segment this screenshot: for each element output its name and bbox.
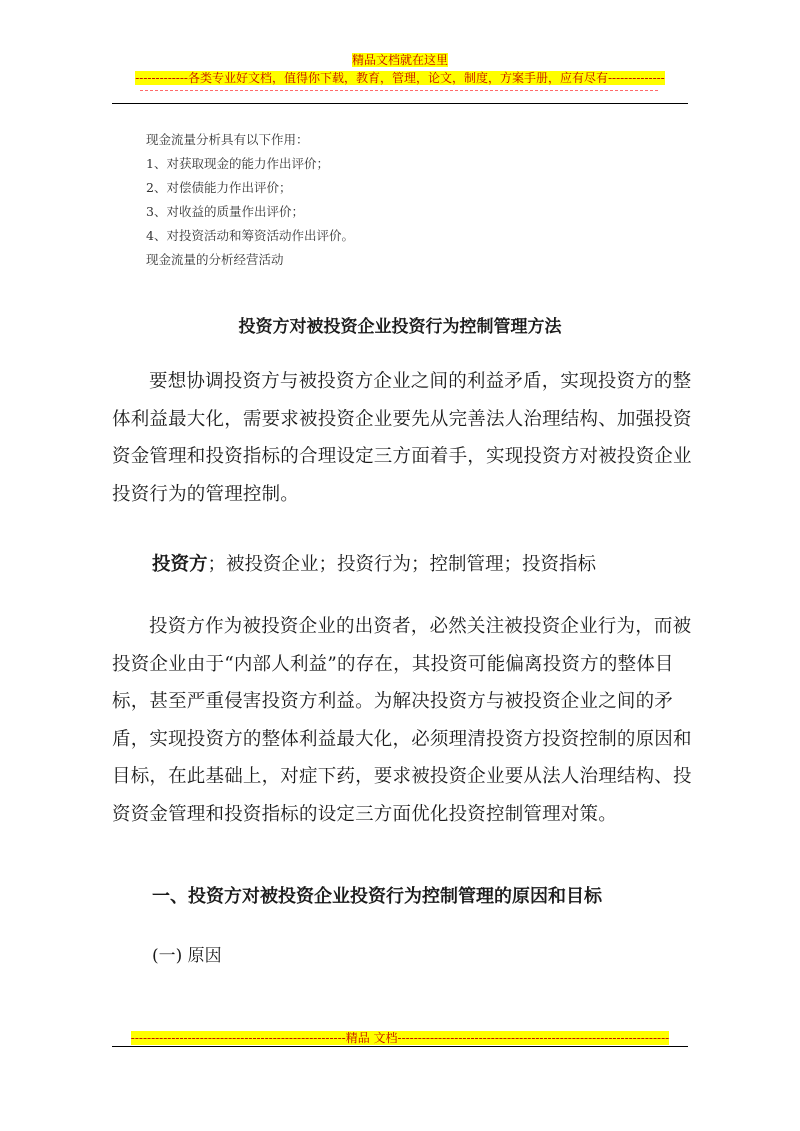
article-title: 投资方对被投资企业投资行为控制管理方法	[238, 317, 562, 337]
intro-line: 4、对投资活动和筹资活动作出评价。	[146, 228, 354, 243]
keywords-label: 投资方	[152, 554, 208, 575]
intro-line: 1、对获取现金的能力作出评价；	[146, 156, 329, 171]
subsection-heading: (一) 原因	[152, 946, 222, 966]
intro-line: 3、对收益的质量作出评价；	[146, 204, 304, 219]
footer-banner: -----------------------------------------------------精品 文档-------------------------------------------------------------------	[130, 1031, 670, 1045]
keywords-line	[152, 552, 596, 578]
intro-line: 现金流量的分析经营活动	[146, 252, 284, 267]
intro-line: 2、对偿债能力作出评价；	[146, 180, 292, 195]
header-dashed-divider	[140, 90, 658, 91]
footer-rule	[112, 1046, 688, 1047]
abstract-paragraph: 要想协调投资方与被投资方企业之间的利益矛盾，实现投资方的整体利益最大化，需要求被投资企业要先从完善法人治理结构、加强投资资金管理和投资指标的合理设定三方面着手，实现投资方对被投资企业投资行为的管理控制。	[112, 371, 692, 505]
header-banner: -------------各类专业好文档，值得你下载，教育，管理，论文，制度，方案手册，应有尽有--------------	[135, 71, 665, 85]
header-rule	[112, 103, 688, 104]
header-title: 精品文档就在这里	[351, 53, 448, 67]
section-heading: 一、投资方对被投资企业投资行为控制管理的原因和目标	[152, 886, 602, 907]
intro-line: 现金流量分析具有以下作用：	[146, 132, 309, 147]
body-paragraph: 投资方作为被投资企业的出资者，必然关注被投资企业行为，而被投资企业由于“内部人利益”的存在，其投资可能偏离投资方的整体目标，甚至严重侵害投资方利益。为解决投资方与被投资企业之间的矛盾，实现投资方的整体利益最大化，必须理清投资方投资控制的原因和目标，在此基础上，对症下药，要求被投资企业要从法人治理结构、投资资金管理和投资指标的设定三方面优化投资控制管理对策。	[112, 616, 692, 825]
keywords-list: ；被投资企业；投资行为；控制管理；投资指标	[207, 554, 597, 575]
